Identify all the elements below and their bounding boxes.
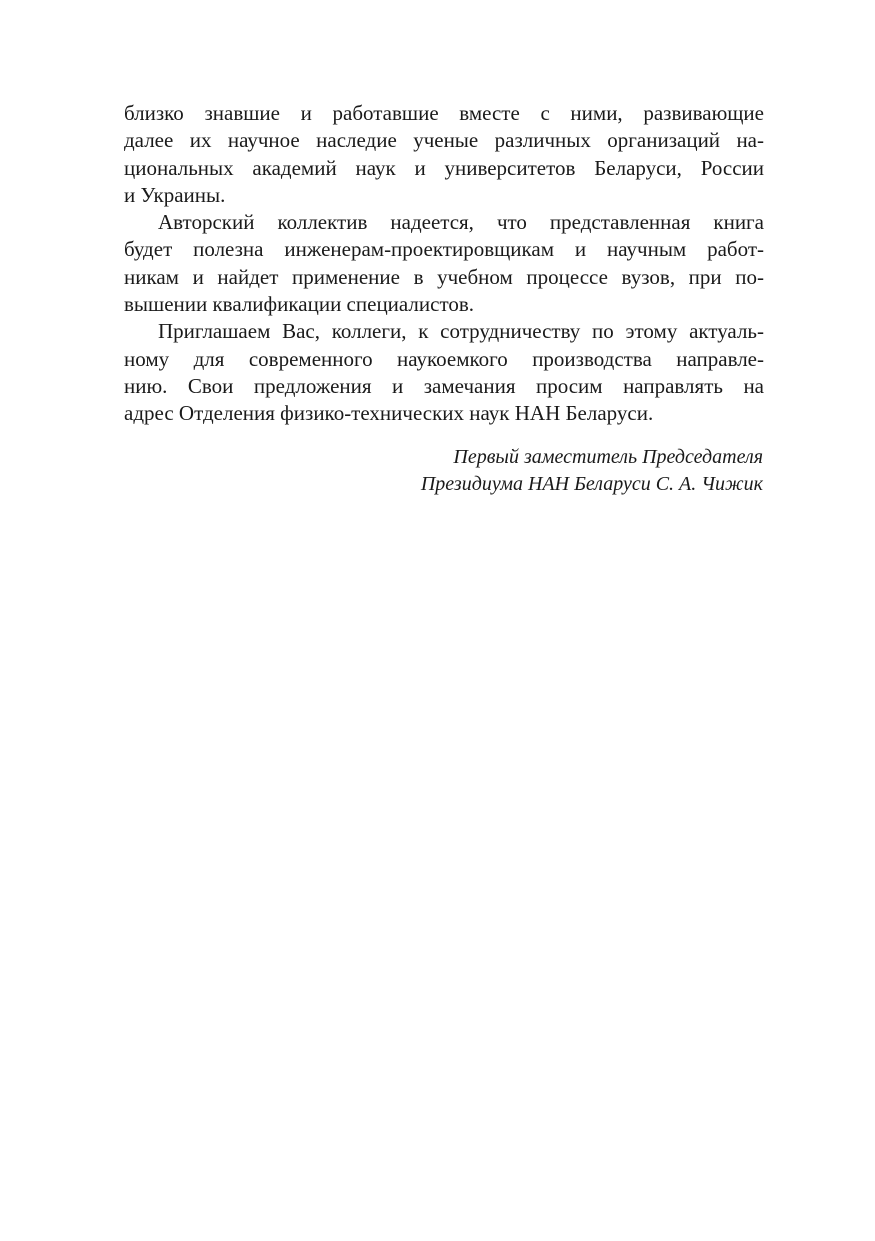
signature-block (421, 444, 763, 499)
body-text (124, 100, 764, 428)
signature-title-line: Первый заместитель Председателя (453, 446, 763, 468)
paragraph-2-line-1: Авторский коллектив надеется, что представленная книга (158, 210, 764, 235)
paragraph-3-line-3: нию. Свои предложения и замечания просим направлять на (124, 373, 764, 398)
paragraph-3-line-4: адрес Отделения физико-технических наук НАН Беларуси. (124, 401, 654, 426)
paragraph-1-line-3: циональных академий наук и университетов Беларуси, России (124, 155, 764, 180)
paragraph-3-line-1: Приглашаем Вас, коллеги, к сотрудничеству по этому актуаль- (158, 319, 764, 344)
paragraph-2-line-3: никам и найдет применение в учебном процессе вузов, при по- (124, 264, 764, 289)
paragraph-1-line-2: далее их научное наследие ученые различных организаций на- (124, 128, 764, 153)
paragraph-1-line-1: близко знавшие и работавшие вместе с ними, развивающие (124, 101, 764, 125)
paragraph-3-line-2: ному для современного наукоемкого производства направле- (124, 346, 764, 371)
paragraph-2-line-2: будет полезна инженерам-проектировщикам и научным работ- (124, 237, 764, 262)
paragraph-2-line-4: вышении квалификации специалистов. (124, 292, 475, 317)
paragraph-1-line-4: и Украины. (124, 182, 226, 207)
signature-name-line: Президиума НАН Беларуси С. А. Чижик (420, 473, 763, 496)
